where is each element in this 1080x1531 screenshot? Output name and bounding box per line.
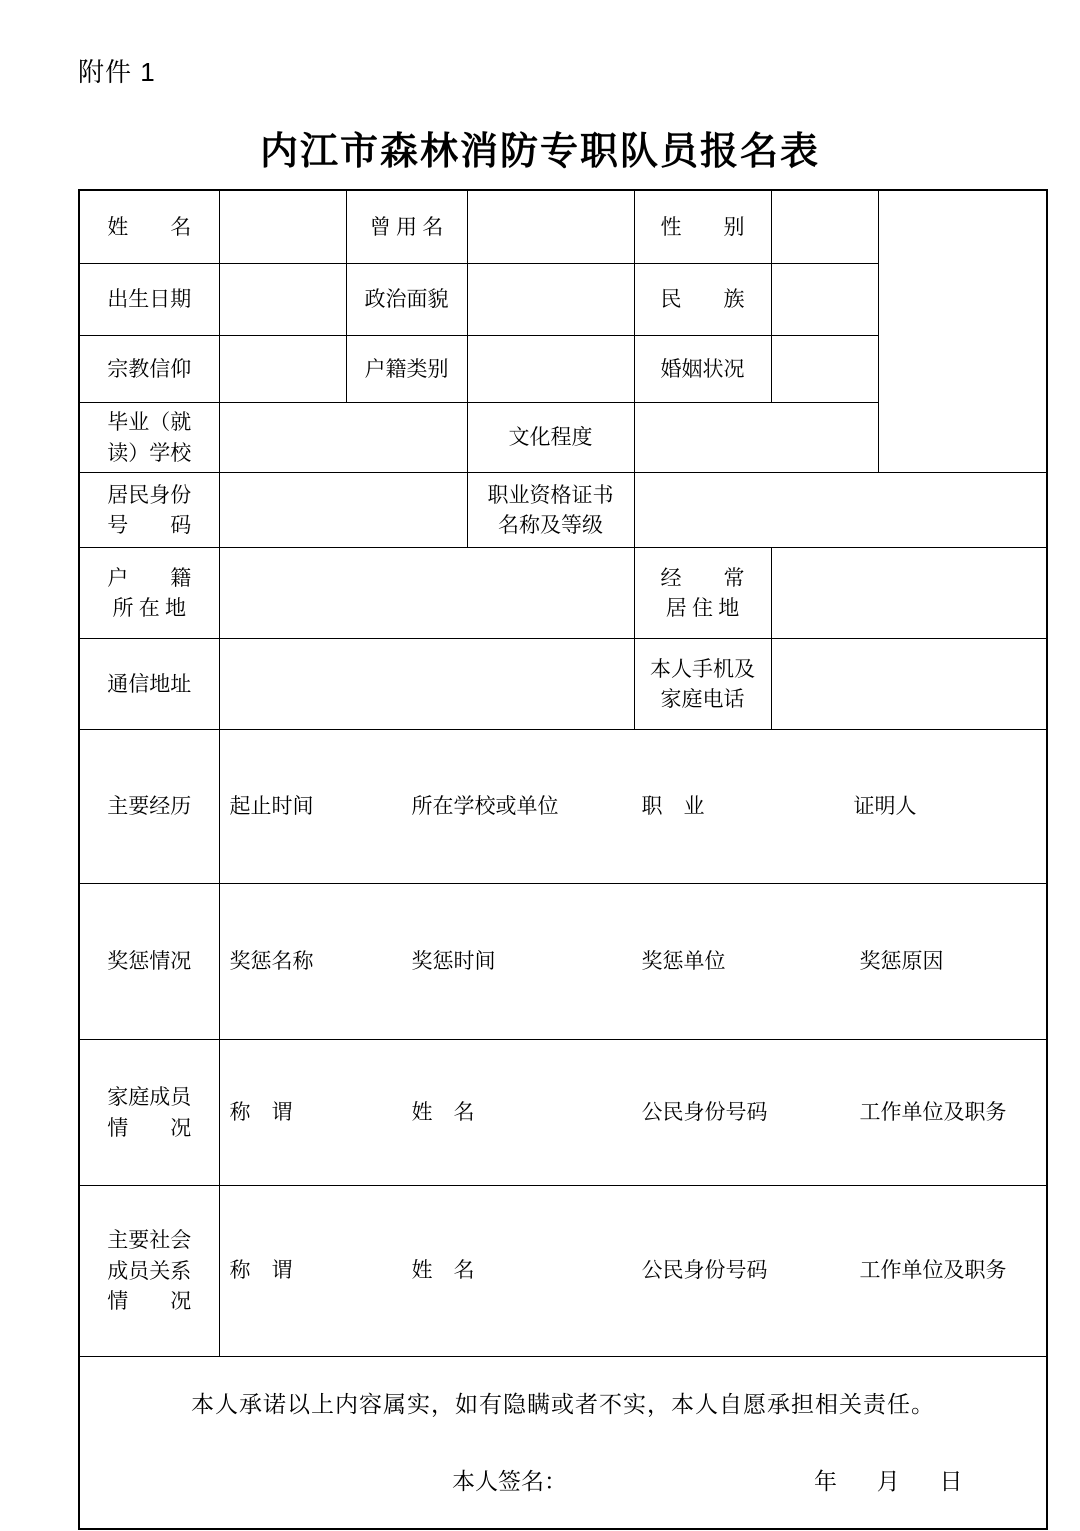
date-day-label: 日 [939, 1469, 964, 1495]
field-label-id-number-line1: 居民身份 [107, 482, 192, 507]
date-year-label: 年 [814, 1469, 838, 1495]
field-label-former-name: 曾 用 名 [346, 190, 467, 264]
field-label-political-status: 政治面貌 [346, 264, 467, 336]
signature-label: 本人签名： [452, 1469, 567, 1495]
rewards-col-org: 奖惩单位 [641, 948, 726, 973]
field-label-current-residence-line1: 经 常 [660, 565, 745, 590]
field-value-education-level[interactable] [634, 403, 878, 473]
field-label-phone-line2: 家庭电话 [660, 687, 745, 711]
field-label-religion: 宗教信仰 [79, 336, 219, 403]
field-label-marital-status: 婚姻状况 [634, 336, 771, 403]
section-label-social-line1: 主要社会 [107, 1228, 192, 1253]
table-row-family [79, 1040, 1047, 1186]
rewards-col-name: 奖惩名称 [229, 948, 314, 973]
table-row [79, 548, 1047, 639]
rewards-column-headers [220, 946, 1047, 986]
field-value-political-status[interactable] [467, 264, 634, 336]
field-label-id-number [79, 473, 219, 548]
section-label-social [79, 1186, 219, 1357]
field-label-school-line1: 毕业（就 [107, 410, 192, 435]
social-col-work: 工作单位及职务 [859, 1258, 1007, 1282]
table-row-experience [79, 730, 1047, 884]
photo-placeholder-cell[interactable] [878, 190, 1047, 473]
field-label-gender: 性 别 [634, 190, 771, 264]
field-label-vocational-certificate [467, 473, 634, 548]
section-label-rewards: 奖惩情况 [79, 884, 219, 1040]
date-month-label: 月 [876, 1469, 901, 1495]
table-row [79, 190, 1047, 264]
section-body-experience[interactable] [219, 730, 1047, 884]
page-title: 内江市森林消防专职队员报名表 [259, 131, 820, 173]
social-col-relation: 称 谓 [229, 1258, 293, 1282]
field-label-birthdate: 出生日期 [79, 264, 219, 336]
field-label-current-residence [634, 548, 771, 639]
field-label-school [79, 403, 219, 473]
field-label-ethnicity: 民 族 [634, 264, 771, 336]
family-col-id: 公民身份号码 [641, 1099, 768, 1124]
registration-form-table [78, 189, 1048, 1530]
field-value-school[interactable] [219, 403, 467, 473]
table-row [79, 473, 1047, 548]
field-label-phone [634, 639, 771, 730]
field-label-vocational-certificate-line1: 职业资格证书 [487, 482, 614, 507]
family-column-headers [220, 1097, 1047, 1137]
field-label-household-location-line1: 户 籍 [107, 565, 192, 590]
field-value-gender[interactable] [771, 190, 878, 264]
table-row-rewards [79, 884, 1047, 1040]
field-value-former-name[interactable] [467, 190, 634, 264]
field-label-household-location [79, 548, 219, 639]
field-label-household-location-line2: 所 在 地 [112, 596, 186, 620]
experience-col-period: 起止时间 [229, 793, 314, 818]
experience-col-job: 职 业 [641, 793, 705, 818]
field-label-phone-line1: 本人手机及 [650, 656, 755, 681]
field-value-current-residence[interactable] [771, 548, 1047, 639]
table-row [79, 639, 1047, 730]
section-label-family-line1: 家庭成员 [107, 1085, 192, 1110]
field-value-household-type[interactable] [467, 336, 634, 403]
table-row-social [79, 1186, 1047, 1357]
section-body-social[interactable] [219, 1186, 1047, 1357]
rewards-col-date: 奖惩时间 [411, 948, 496, 973]
social-column-headers [220, 1255, 1047, 1295]
field-value-vocational-certificate[interactable] [634, 473, 1047, 548]
field-label-name: 姓 名 [79, 190, 219, 264]
attachment-label: 附件 1 [78, 57, 156, 87]
section-label-family-line2: 情 况 [107, 1115, 192, 1140]
section-label-experience: 主要经历 [79, 730, 219, 884]
table-row-declaration [79, 1357, 1047, 1530]
section-label-family [79, 1040, 219, 1186]
experience-col-reference: 证明人 [853, 793, 917, 818]
family-col-name: 姓 名 [411, 1099, 475, 1124]
field-value-religion[interactable] [219, 336, 346, 403]
field-value-birthdate[interactable] [219, 264, 346, 336]
section-label-social-line2: 成员关系 [107, 1258, 192, 1283]
field-label-education-level: 文化程度 [467, 403, 634, 473]
social-col-name: 姓 名 [411, 1258, 475, 1282]
family-col-work: 工作单位及职务 [859, 1099, 1007, 1124]
field-value-household-location[interactable] [219, 548, 634, 639]
section-label-social-line3: 情 况 [107, 1289, 192, 1314]
field-value-phone[interactable] [771, 639, 1047, 730]
rewards-col-reason: 奖惩原因 [859, 948, 944, 973]
experience-col-school: 所在学校或单位 [411, 793, 559, 818]
declaration-cell [79, 1357, 1047, 1530]
date-fields [798, 1465, 980, 1498]
field-label-vocational-certificate-line2: 名称及等级 [498, 513, 603, 537]
experience-column-headers [220, 791, 1047, 831]
family-col-relation: 称 谓 [229, 1099, 293, 1124]
section-body-rewards[interactable] [219, 884, 1047, 1040]
signature-row [80, 1465, 1046, 1497]
field-label-household-type: 户籍类别 [346, 336, 467, 403]
field-label-id-number-line2: 号 码 [107, 513, 192, 537]
field-label-mailing-address: 通信地址 [79, 639, 219, 730]
field-value-name[interactable] [219, 190, 346, 264]
field-value-id-number[interactable] [219, 473, 467, 548]
field-value-ethnicity[interactable] [771, 264, 878, 336]
section-body-family[interactable] [219, 1040, 1047, 1186]
field-value-mailing-address[interactable] [219, 639, 634, 730]
social-col-id: 公民身份号码 [641, 1258, 768, 1282]
field-value-marital-status[interactable] [771, 336, 878, 403]
field-label-current-residence-line2: 居 住 地 [665, 596, 740, 620]
declaration-text: 本人承诺以上内容属实，如有隐瞒或者不实，本人自愿承担相关责任。 [191, 1391, 935, 1417]
field-label-school-line2: 读）学校 [107, 440, 192, 465]
